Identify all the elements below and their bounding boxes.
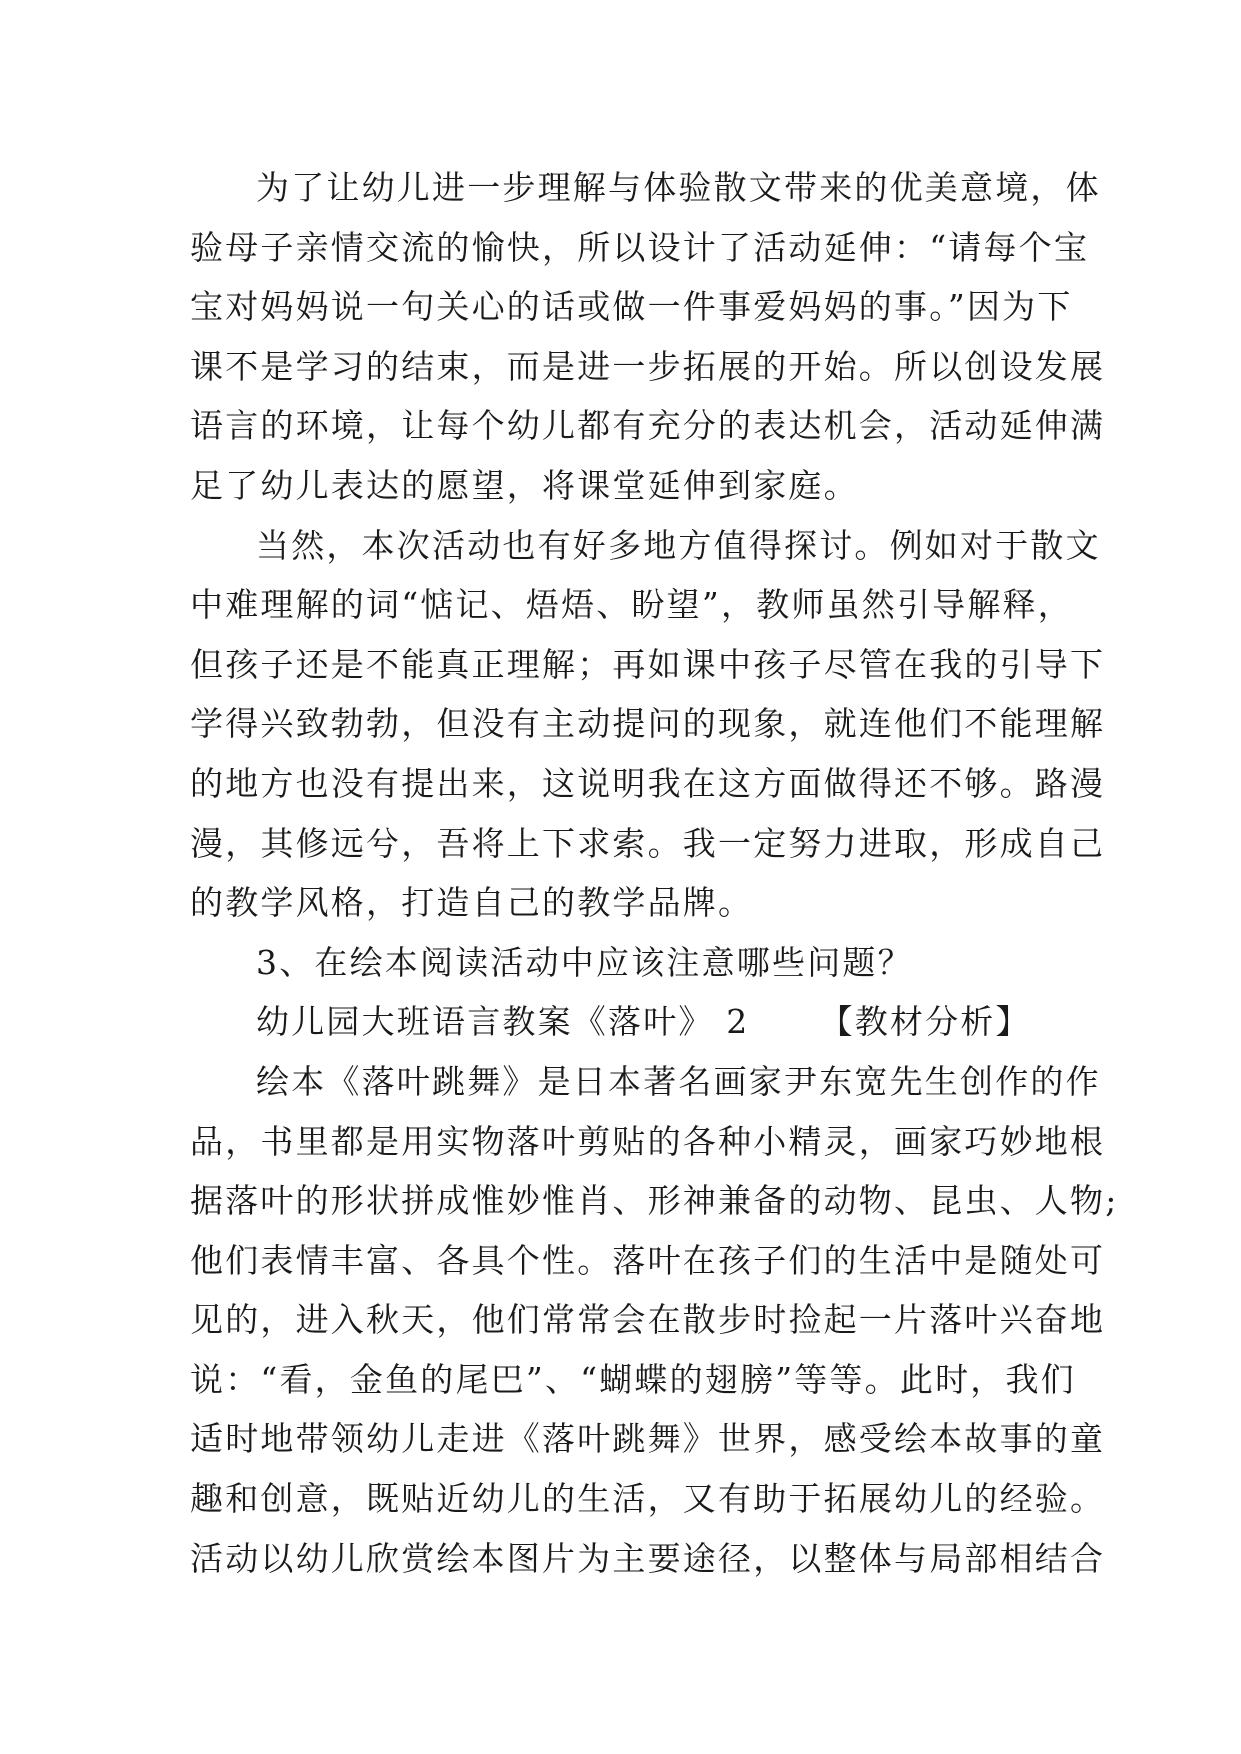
paragraph-3-line: 据落叶的形状拼成惟妙惟肖、形神兼备的动物、昆虫、人物;: [190, 1181, 1119, 1221]
document-body: [190, 158, 1119, 1588]
paragraph-3-line: 品，书里都是用实物落叶剪贴的各种小精灵，画家巧妙地根: [190, 1121, 1106, 1161]
paragraph-2-line: 的地方也没有提出来，这说明我在这方面做得还不够。路漫: [190, 763, 1106, 803]
paragraph-3-line: 活动以幼儿欣赏绘本图片为主要途径，以整体与局部相结合: [190, 1538, 1106, 1578]
paragraph-2-line: 当然，本次活动也有好多地方值得探讨。例如对于散文: [256, 525, 1101, 565]
paragraph-1-line: 语言的环境，让每个幼儿都有充分的表达机会，活动延伸满: [190, 406, 1106, 446]
paragraph-1-line: 宝对妈妈说一句关心的话或做一件事爱妈妈的事。”因为下: [190, 287, 1073, 327]
paragraph-2-line: 但孩子还是不能真正理解；再如课中孩子尽管在我的引导下: [190, 644, 1106, 684]
paragraph-3-line: 趣和创意，既贴近幼儿的生活，又有助于拓展幼儿的经验。: [190, 1479, 1106, 1519]
paragraph-1-line: 为了让幼儿进一步理解与体验散文带来的优美意境，体: [256, 168, 1101, 207]
section-label: 【教材分析】: [819, 1002, 1031, 1042]
paragraph-2-line: 学得兴致勃勃，但没有主动提问的现象，就连他们不能理解: [190, 704, 1106, 744]
paragraph-1-line: 课不是学习的结束，而是进一步拓展的开始。所以创设发展: [190, 346, 1106, 386]
paragraph-3-line: 绘本《落叶跳舞》是日本著名画家尹东宽先生创作的作: [256, 1061, 1101, 1101]
paragraph-1-line: 足了幼儿表达的愿望，将课堂延伸到家庭。: [190, 465, 859, 505]
question-heading: 3、在绘本阅读活动中应该注意哪些问题？: [256, 942, 913, 982]
paragraph-3-line: 适时地带领幼儿走进《落叶跳舞》世界，感受绘本故事的童: [190, 1419, 1106, 1459]
paragraph-2-line: 的教学风格，打造自己的教学品牌。: [190, 883, 754, 923]
paragraph-3-line: 见的，进入秋天，他们常常会在散步时捡起一片落叶兴奋地: [190, 1300, 1106, 1340]
lesson-heading: [190, 992, 1070, 1052]
paragraph-3-line: 说：“看，金鱼的尾巴”、“蝴蝶的翅膀”等等。此时，我们: [190, 1359, 1076, 1399]
lesson-title: 幼儿园大班语言教案《落叶》 2: [256, 1002, 750, 1042]
paragraph-3-line: 他们表情丰富、各具个性。落叶在孩子们的生活中是随处可: [190, 1240, 1106, 1280]
paragraph-2-line: 中难理解的词“惦记、焐焐、盼望”，教师虽然引导解释，: [190, 585, 1073, 625]
paragraph-2-line: 漫，其修远兮，吾将上下求索。我一定努力进取，形成自己: [190, 823, 1106, 863]
paragraph-1-line: 验母子亲情交流的愉快，所以设计了活动延伸：“请每个宝: [190, 227, 1090, 267]
